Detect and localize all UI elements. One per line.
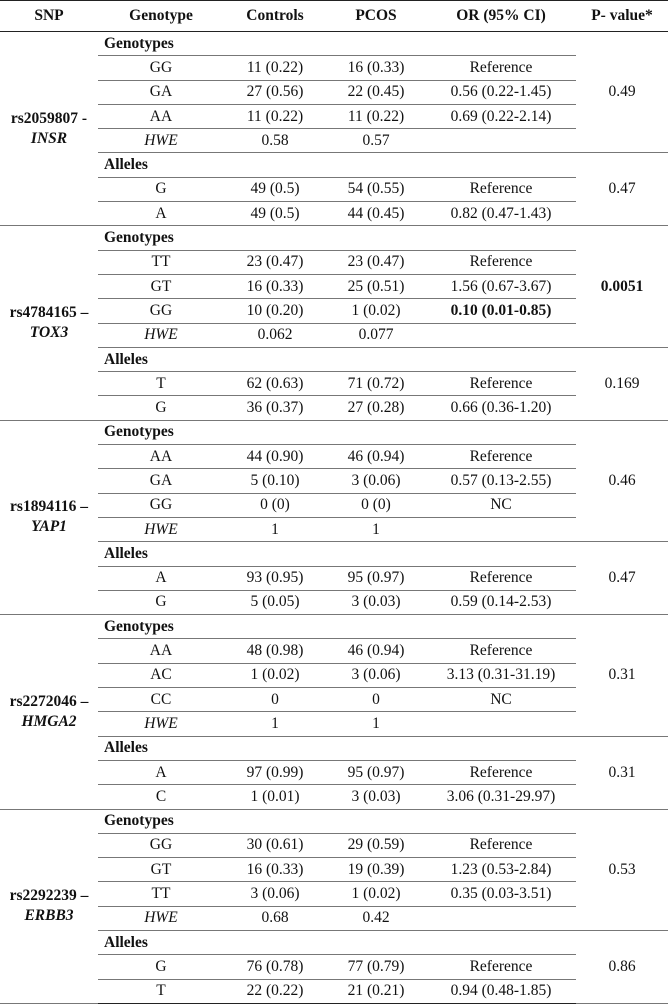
allele-cell: A bbox=[98, 566, 224, 590]
genotype-row bbox=[0, 80, 668, 104]
snp-group-tox3 bbox=[0, 226, 668, 250]
pcos-cell: 27 (0.28) bbox=[326, 396, 426, 420]
pcos-cell: 54 (0.55) bbox=[326, 177, 426, 201]
genotype-row bbox=[0, 299, 668, 323]
snp-group-yap1 bbox=[0, 420, 668, 444]
gene-name: HMGA2 bbox=[21, 712, 77, 730]
snp-cell bbox=[0, 226, 98, 420]
or-ci-cell: 0.82 (0.47-1.43) bbox=[426, 202, 576, 226]
or-ci-cell: 0.57 (0.13-2.55) bbox=[426, 469, 576, 493]
allele-cell: G bbox=[98, 955, 224, 979]
or-ci-cell: Reference bbox=[426, 760, 576, 784]
genotypes-subheader: Genotypes bbox=[98, 809, 576, 833]
controls-cell: 49 (0.5) bbox=[224, 202, 326, 226]
or-ci-cell: Reference bbox=[426, 566, 576, 590]
genotype-cell: HWE bbox=[98, 906, 224, 930]
genotype-row bbox=[0, 129, 668, 153]
controls-cell: 44 (0.90) bbox=[224, 445, 326, 469]
genotype-p-value: 0.53 bbox=[576, 809, 668, 930]
genotype-cell: GG bbox=[98, 299, 224, 323]
header-p-value: P- value* bbox=[576, 1, 668, 32]
genotypes-subheader: Genotypes bbox=[98, 615, 576, 639]
snp-id: rs4784165 – bbox=[9, 304, 89, 322]
controls-cell: 76 (0.78) bbox=[224, 955, 326, 979]
controls-cell: 0 bbox=[224, 688, 326, 712]
alleles-header-row bbox=[0, 930, 668, 954]
or-ci-cell: Reference bbox=[426, 833, 576, 857]
snp-cell bbox=[0, 32, 98, 226]
or-ci-cell bbox=[426, 323, 576, 347]
controls-cell: 49 (0.5) bbox=[224, 177, 326, 201]
header-snp: SNP bbox=[0, 1, 98, 32]
or-ci-cell: 1.56 (0.67-3.67) bbox=[426, 274, 576, 298]
genotype-row bbox=[0, 639, 668, 663]
allele-cell: T bbox=[98, 979, 224, 1003]
header-controls: Controls bbox=[224, 1, 326, 32]
header-genotype: Genotype bbox=[98, 1, 224, 32]
allele-row bbox=[0, 372, 668, 396]
pcos-cell: 21 (0.21) bbox=[326, 979, 426, 1003]
genotype-p-value: 0.0051 bbox=[576, 226, 668, 347]
snp-group-hmga2 bbox=[0, 615, 668, 639]
allele-p-value: 0.86 bbox=[576, 930, 668, 1003]
genotype-row bbox=[0, 833, 668, 857]
genotype-cell: CC bbox=[98, 688, 224, 712]
genotype-row bbox=[0, 663, 668, 687]
pcos-cell: 0.077 bbox=[326, 323, 426, 347]
controls-cell: 36 (0.37) bbox=[224, 396, 326, 420]
allele-p-value: 0.47 bbox=[576, 542, 668, 615]
pcos-cell: 95 (0.97) bbox=[326, 760, 426, 784]
genotype-row bbox=[0, 469, 668, 493]
or-ci-cell: 0.94 (0.48-1.85) bbox=[426, 979, 576, 1003]
genotype-p-value: 0.49 bbox=[576, 32, 668, 153]
alleles-subheader: Alleles bbox=[98, 347, 576, 371]
pcos-cell: 29 (0.59) bbox=[326, 833, 426, 857]
snp-id: rs2059807 - bbox=[10, 109, 88, 127]
alleles-subheader: Alleles bbox=[98, 930, 576, 954]
pcos-cell: 0 bbox=[326, 688, 426, 712]
alleles-header-row bbox=[0, 736, 668, 760]
controls-cell: 11 (0.22) bbox=[224, 56, 326, 80]
controls-cell: 97 (0.99) bbox=[224, 760, 326, 784]
allele-cell: G bbox=[98, 590, 224, 614]
allele-p-value: 0.31 bbox=[576, 736, 668, 809]
pcos-cell: 0 (0) bbox=[326, 493, 426, 517]
or-ci-cell: Reference bbox=[426, 372, 576, 396]
controls-cell: 1 (0.01) bbox=[224, 785, 326, 809]
genotype-cell: GA bbox=[98, 469, 224, 493]
genotype-row bbox=[0, 445, 668, 469]
pcos-cell: 71 (0.72) bbox=[326, 372, 426, 396]
genotypes-subheader: Genotypes bbox=[98, 32, 576, 56]
genotype-row bbox=[0, 858, 668, 882]
alleles-subheader: Alleles bbox=[98, 153, 576, 177]
genotype-row bbox=[0, 493, 668, 517]
genotype-cell: TT bbox=[98, 250, 224, 274]
pcos-cell: 23 (0.47) bbox=[326, 250, 426, 274]
genotype-row bbox=[0, 56, 668, 80]
genotype-cell: GG bbox=[98, 833, 224, 857]
snp-id: rs1894116 – bbox=[10, 498, 88, 516]
allele-cell: T bbox=[98, 372, 224, 396]
or-ci-cell: Reference bbox=[426, 955, 576, 979]
pcos-cell: 44 (0.45) bbox=[326, 202, 426, 226]
alleles-header-row bbox=[0, 542, 668, 566]
controls-cell: 10 (0.20) bbox=[224, 299, 326, 323]
genotype-cell: AA bbox=[98, 104, 224, 128]
allele-row bbox=[0, 202, 668, 226]
or-ci-cell: 1.23 (0.53-2.84) bbox=[426, 858, 576, 882]
pcos-cell: 19 (0.39) bbox=[326, 858, 426, 882]
genotype-cell: HWE bbox=[98, 323, 224, 347]
controls-cell: 27 (0.56) bbox=[224, 80, 326, 104]
controls-cell: 62 (0.63) bbox=[224, 372, 326, 396]
or-ci-cell: 3.13 (0.31-31.19) bbox=[426, 663, 576, 687]
pcos-cell: 46 (0.94) bbox=[326, 445, 426, 469]
controls-cell: 23 (0.47) bbox=[224, 250, 326, 274]
genotype-p-value: 0.46 bbox=[576, 420, 668, 541]
header-pcos: PCOS bbox=[326, 1, 426, 32]
pcos-cell: 1 bbox=[326, 517, 426, 541]
allele-cell: C bbox=[98, 785, 224, 809]
pcos-cell: 0.42 bbox=[326, 906, 426, 930]
controls-cell: 0.68 bbox=[224, 906, 326, 930]
gene-name: INSR bbox=[30, 129, 68, 147]
pcos-cell: 3 (0.03) bbox=[326, 785, 426, 809]
pcos-cell: 95 (0.97) bbox=[326, 566, 426, 590]
allele-cell: A bbox=[98, 760, 224, 784]
alleles-subheader: Alleles bbox=[98, 736, 576, 760]
pcos-cell: 46 (0.94) bbox=[326, 639, 426, 663]
alleles-subheader: Alleles bbox=[98, 542, 576, 566]
controls-cell: 1 bbox=[224, 712, 326, 736]
or-ci-cell: Reference bbox=[426, 177, 576, 201]
or-ci-cell: 0.56 (0.22-1.45) bbox=[426, 80, 576, 104]
genotype-cell: AC bbox=[98, 663, 224, 687]
or-ci-cell: 0.59 (0.14-2.53) bbox=[426, 590, 576, 614]
allele-cell: A bbox=[98, 202, 224, 226]
genotype-cell: HWE bbox=[98, 129, 224, 153]
or-ci-cell: Reference bbox=[426, 639, 576, 663]
or-ci-cell: NC bbox=[426, 688, 576, 712]
genotype-cell: HWE bbox=[98, 517, 224, 541]
snp-cell bbox=[0, 615, 98, 809]
or-ci-cell: 0.35 (0.03-3.51) bbox=[426, 882, 576, 906]
genotype-p-value: 0.31 bbox=[576, 615, 668, 736]
controls-cell: 93 (0.95) bbox=[224, 566, 326, 590]
pcos-cell: 3 (0.06) bbox=[326, 663, 426, 687]
snp-group-erbb3 bbox=[0, 809, 668, 833]
genotype-row bbox=[0, 250, 668, 274]
or-ci-cell bbox=[426, 129, 576, 153]
alleles-header-row bbox=[0, 347, 668, 371]
genotype-row bbox=[0, 517, 668, 541]
allele-p-value: 0.47 bbox=[576, 153, 668, 226]
allele-row bbox=[0, 590, 668, 614]
pcos-cell: 25 (0.51) bbox=[326, 274, 426, 298]
controls-cell: 1 bbox=[224, 517, 326, 541]
genotype-row bbox=[0, 906, 668, 930]
allele-row bbox=[0, 979, 668, 1003]
allele-p-value: 0.169 bbox=[576, 347, 668, 420]
genotype-row bbox=[0, 323, 668, 347]
gene-name: TOX3 bbox=[29, 324, 69, 342]
or-ci-cell: 3.06 (0.31-29.97) bbox=[426, 785, 576, 809]
or-ci-cell: 0.66 (0.36-1.20) bbox=[426, 396, 576, 420]
controls-cell: 48 (0.98) bbox=[224, 639, 326, 663]
gene-name: YAP1 bbox=[31, 518, 67, 536]
or-ci-cell bbox=[426, 517, 576, 541]
controls-cell: 16 (0.33) bbox=[224, 858, 326, 882]
allele-row bbox=[0, 566, 668, 590]
pcos-cell: 1 bbox=[326, 712, 426, 736]
or-ci-cell bbox=[426, 906, 576, 930]
or-ci-cell: 0.10 (0.01-0.85) bbox=[426, 299, 576, 323]
pcos-cell: 16 (0.33) bbox=[326, 56, 426, 80]
pcos-cell: 3 (0.03) bbox=[326, 590, 426, 614]
controls-cell: 1 (0.02) bbox=[224, 663, 326, 687]
genotype-row bbox=[0, 882, 668, 906]
pcos-cell: 1 (0.02) bbox=[326, 882, 426, 906]
snp-id: rs2292239 – bbox=[9, 887, 89, 905]
or-ci-cell bbox=[426, 712, 576, 736]
snp-cell bbox=[0, 809, 98, 1003]
allele-row bbox=[0, 785, 668, 809]
allele-row bbox=[0, 396, 668, 420]
or-ci-cell: Reference bbox=[426, 250, 576, 274]
controls-cell: 0 (0) bbox=[224, 493, 326, 517]
genotypes-subheader: Genotypes bbox=[98, 226, 576, 250]
genotype-row bbox=[0, 712, 668, 736]
allele-row bbox=[0, 177, 668, 201]
controls-cell: 16 (0.33) bbox=[224, 274, 326, 298]
genotype-cell: GT bbox=[98, 858, 224, 882]
genotype-cell: AA bbox=[98, 639, 224, 663]
controls-cell: 3 (0.06) bbox=[224, 882, 326, 906]
genotype-cell: GA bbox=[98, 80, 224, 104]
genotype-cell: AA bbox=[98, 445, 224, 469]
pcos-cell: 1 (0.02) bbox=[326, 299, 426, 323]
or-ci-cell: NC bbox=[426, 493, 576, 517]
allele-row bbox=[0, 760, 668, 784]
or-ci-cell: 0.69 (0.22-2.14) bbox=[426, 104, 576, 128]
pcos-cell: 3 (0.06) bbox=[326, 469, 426, 493]
header-row bbox=[0, 1, 668, 32]
genotype-cell: HWE bbox=[98, 712, 224, 736]
controls-cell: 0.062 bbox=[224, 323, 326, 347]
genotype-cell: TT bbox=[98, 882, 224, 906]
genotype-row bbox=[0, 104, 668, 128]
controls-cell: 5 (0.10) bbox=[224, 469, 326, 493]
genotype-row bbox=[0, 688, 668, 712]
gene-name: ERBB3 bbox=[24, 907, 74, 925]
snp-id: rs2272046 – bbox=[9, 692, 89, 710]
allele-cell: G bbox=[98, 177, 224, 201]
pcos-cell: 22 (0.45) bbox=[326, 80, 426, 104]
controls-cell: 5 (0.05) bbox=[224, 590, 326, 614]
controls-cell: 30 (0.61) bbox=[224, 833, 326, 857]
genotype-cell: GG bbox=[98, 493, 224, 517]
controls-cell: 11 (0.22) bbox=[224, 104, 326, 128]
or-ci-cell: Reference bbox=[426, 56, 576, 80]
pcos-cell: 11 (0.22) bbox=[326, 104, 426, 128]
pcos-cell: 0.57 bbox=[326, 129, 426, 153]
allele-row bbox=[0, 955, 668, 979]
genotypes-subheader: Genotypes bbox=[98, 420, 576, 444]
or-ci-cell: Reference bbox=[426, 445, 576, 469]
snp-group-insr bbox=[0, 32, 668, 56]
controls-cell: 0.58 bbox=[224, 129, 326, 153]
genotype-row bbox=[0, 274, 668, 298]
allele-cell: G bbox=[98, 396, 224, 420]
genotype-cell: GT bbox=[98, 274, 224, 298]
snp-cell bbox=[0, 420, 98, 614]
pcos-cell: 77 (0.79) bbox=[326, 955, 426, 979]
controls-cell: 22 (0.22) bbox=[224, 979, 326, 1003]
header-or-ci: OR (95% CI) bbox=[426, 1, 576, 32]
genotype-cell: GG bbox=[98, 56, 224, 80]
alleles-header-row bbox=[0, 153, 668, 177]
